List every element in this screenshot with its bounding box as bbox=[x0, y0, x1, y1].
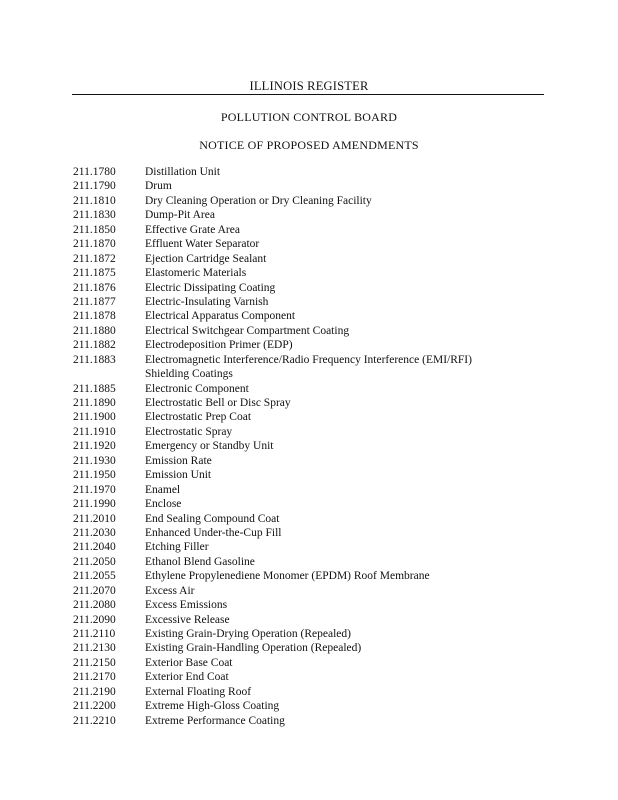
section-term: End Sealing Compound Coat bbox=[145, 512, 280, 525]
section-number: 211.1882 bbox=[73, 339, 116, 352]
section-term: Emission Unit bbox=[145, 469, 212, 482]
section-row bbox=[0, 309, 618, 323]
section-term: Extreme Performance Coating bbox=[145, 714, 285, 727]
section-row bbox=[0, 685, 618, 699]
section-number: 211.1876 bbox=[73, 281, 116, 294]
section-number: 211.1900 bbox=[73, 411, 116, 424]
section-row bbox=[0, 295, 618, 309]
section-number: 211.2170 bbox=[73, 671, 116, 684]
section-term: Emission Rate bbox=[145, 454, 212, 467]
section-row bbox=[0, 165, 618, 179]
section-number: 211.1910 bbox=[73, 425, 116, 438]
section-term: Electrical Switchgear Compartment Coating bbox=[145, 324, 350, 337]
section-term: Exterior Base Coat bbox=[145, 656, 233, 669]
section-row bbox=[0, 237, 618, 251]
register-title: ILLINOIS REGISTER bbox=[249, 79, 369, 93]
section-row bbox=[0, 454, 618, 468]
section-term: Ejection Cartridge Sealant bbox=[145, 252, 267, 265]
section-number: 211.2130 bbox=[73, 642, 116, 655]
section-term: Electrical Apparatus Component bbox=[145, 310, 296, 323]
section-term: Electrostatic Bell or Disc Spray bbox=[145, 397, 291, 410]
section-term: Electrostatic Prep Coat bbox=[145, 411, 252, 424]
section-number: 211.2010 bbox=[73, 512, 116, 525]
section-number: 211.2050 bbox=[73, 555, 116, 568]
section-number: 211.1930 bbox=[73, 454, 116, 467]
board-title: POLLUTION CONTROL BOARD bbox=[220, 110, 398, 124]
section-term: Electrostatic Spray bbox=[145, 425, 233, 438]
section-term: Exterior End Coat bbox=[145, 671, 229, 684]
section-number: 211.2040 bbox=[73, 541, 116, 554]
section-row bbox=[0, 194, 618, 208]
section-term: Electronic Component bbox=[145, 382, 249, 395]
section-term: Ethanol Blend Gasoline bbox=[145, 555, 255, 568]
section-row bbox=[0, 338, 618, 352]
section-term: Enclose bbox=[145, 498, 182, 511]
section-row bbox=[0, 613, 618, 627]
section-row bbox=[0, 699, 618, 713]
section-list bbox=[0, 165, 618, 728]
section-number: 211.1880 bbox=[73, 324, 116, 337]
section-number: 211.2055 bbox=[73, 570, 116, 583]
section-row bbox=[0, 223, 618, 237]
section-row bbox=[0, 627, 618, 641]
section-term: Electromagnetic Interference/Radio Frequency Interference (EMI/RFI) Shielding Coatings bbox=[145, 353, 472, 381]
section-number: 211.1970 bbox=[73, 483, 116, 496]
section-number: 211.1872 bbox=[73, 252, 116, 265]
section-row bbox=[0, 382, 618, 396]
section-term: Electric-Insulating Varnish bbox=[145, 295, 269, 308]
section-number: 211.1885 bbox=[73, 382, 116, 395]
section-row bbox=[0, 439, 618, 453]
section-row bbox=[0, 497, 618, 511]
section-row bbox=[0, 396, 618, 410]
section-row bbox=[0, 324, 618, 338]
section-number: 211.2090 bbox=[73, 613, 116, 626]
section-term: Electric Dissipating Coating bbox=[145, 281, 276, 294]
section-number: 211.2080 bbox=[73, 599, 116, 612]
section-row bbox=[0, 526, 618, 540]
section-term: Emergency or Standby Unit bbox=[145, 440, 274, 453]
section-term: Dry Cleaning Operation or Dry Cleaning Facility bbox=[145, 194, 372, 207]
section-row bbox=[0, 353, 618, 382]
section-number: 211.2210 bbox=[73, 714, 116, 727]
section-number: 211.1878 bbox=[73, 310, 116, 323]
section-term: Existing Grain-Drying Operation (Repealed) bbox=[145, 628, 351, 641]
section-term: Drum bbox=[145, 180, 172, 193]
section-row bbox=[0, 281, 618, 295]
section-term: Dump-Pit Area bbox=[145, 209, 215, 222]
section-term: Effluent Water Separator bbox=[145, 238, 260, 251]
section-number: 211.2200 bbox=[73, 700, 116, 713]
section-term: Excess Emissions bbox=[145, 599, 228, 612]
section-number: 211.1890 bbox=[73, 397, 116, 410]
section-row bbox=[0, 512, 618, 526]
section-number: 211.2110 bbox=[73, 628, 116, 641]
section-number: 211.1920 bbox=[73, 440, 116, 453]
section-row bbox=[0, 670, 618, 684]
section-term: Enamel bbox=[145, 483, 181, 496]
section-term: Excessive Release bbox=[145, 613, 230, 626]
section-row bbox=[0, 656, 618, 670]
section-term: Effective Grate Area bbox=[145, 223, 240, 236]
section-row bbox=[0, 410, 618, 424]
section-row bbox=[0, 179, 618, 193]
section-row bbox=[0, 540, 618, 554]
section-number: 211.2030 bbox=[73, 526, 116, 539]
section-term: Enhanced Under-the-Cup Fill bbox=[145, 526, 282, 539]
section-row bbox=[0, 425, 618, 439]
section-number: 211.1780 bbox=[73, 166, 116, 178]
header-divider bbox=[72, 94, 544, 95]
section-number: 211.1870 bbox=[73, 238, 116, 251]
section-term: Excess Air bbox=[145, 584, 195, 597]
section-number: 211.1877 bbox=[73, 295, 116, 308]
section-term: Elastomeric Materials bbox=[145, 267, 247, 280]
section-number: 211.1830 bbox=[73, 209, 116, 222]
section-number: 211.1883 bbox=[73, 353, 116, 366]
section-row bbox=[0, 555, 618, 569]
section-row bbox=[0, 252, 618, 266]
section-term: Extreme High-Gloss Coating bbox=[145, 700, 280, 713]
section-number: 211.1875 bbox=[73, 267, 116, 280]
section-term: Distillation Unit bbox=[145, 166, 221, 178]
section-row bbox=[0, 266, 618, 280]
section-term: External Floating Roof bbox=[145, 685, 252, 698]
section-number: 211.1950 bbox=[73, 469, 116, 482]
section-number: 211.1810 bbox=[73, 194, 116, 207]
section-number: 211.1850 bbox=[73, 223, 116, 236]
section-row bbox=[0, 714, 618, 728]
section-number: 211.1990 bbox=[73, 498, 116, 511]
section-term: Existing Grain-Handling Operation (Repealed) bbox=[145, 642, 362, 655]
section-row bbox=[0, 598, 618, 612]
section-number: 211.1790 bbox=[73, 180, 116, 193]
section-row bbox=[0, 584, 618, 598]
section-term: Ethylene Propylenediene Monomer (EPDM) Roof Membrane bbox=[145, 570, 430, 583]
section-term: Electrodeposition Primer (EDP) bbox=[145, 339, 293, 352]
section-term: Etching Filler bbox=[145, 541, 209, 554]
section-number: 211.2070 bbox=[73, 584, 116, 597]
notice-title: NOTICE OF PROPOSED AMENDMENTS bbox=[199, 138, 419, 152]
section-number: 211.2190 bbox=[73, 685, 116, 698]
section-row bbox=[0, 208, 618, 222]
section-row bbox=[0, 641, 618, 655]
section-row bbox=[0, 569, 618, 583]
section-number: 211.2150 bbox=[73, 656, 116, 669]
section-row bbox=[0, 468, 618, 482]
section-row bbox=[0, 483, 618, 497]
